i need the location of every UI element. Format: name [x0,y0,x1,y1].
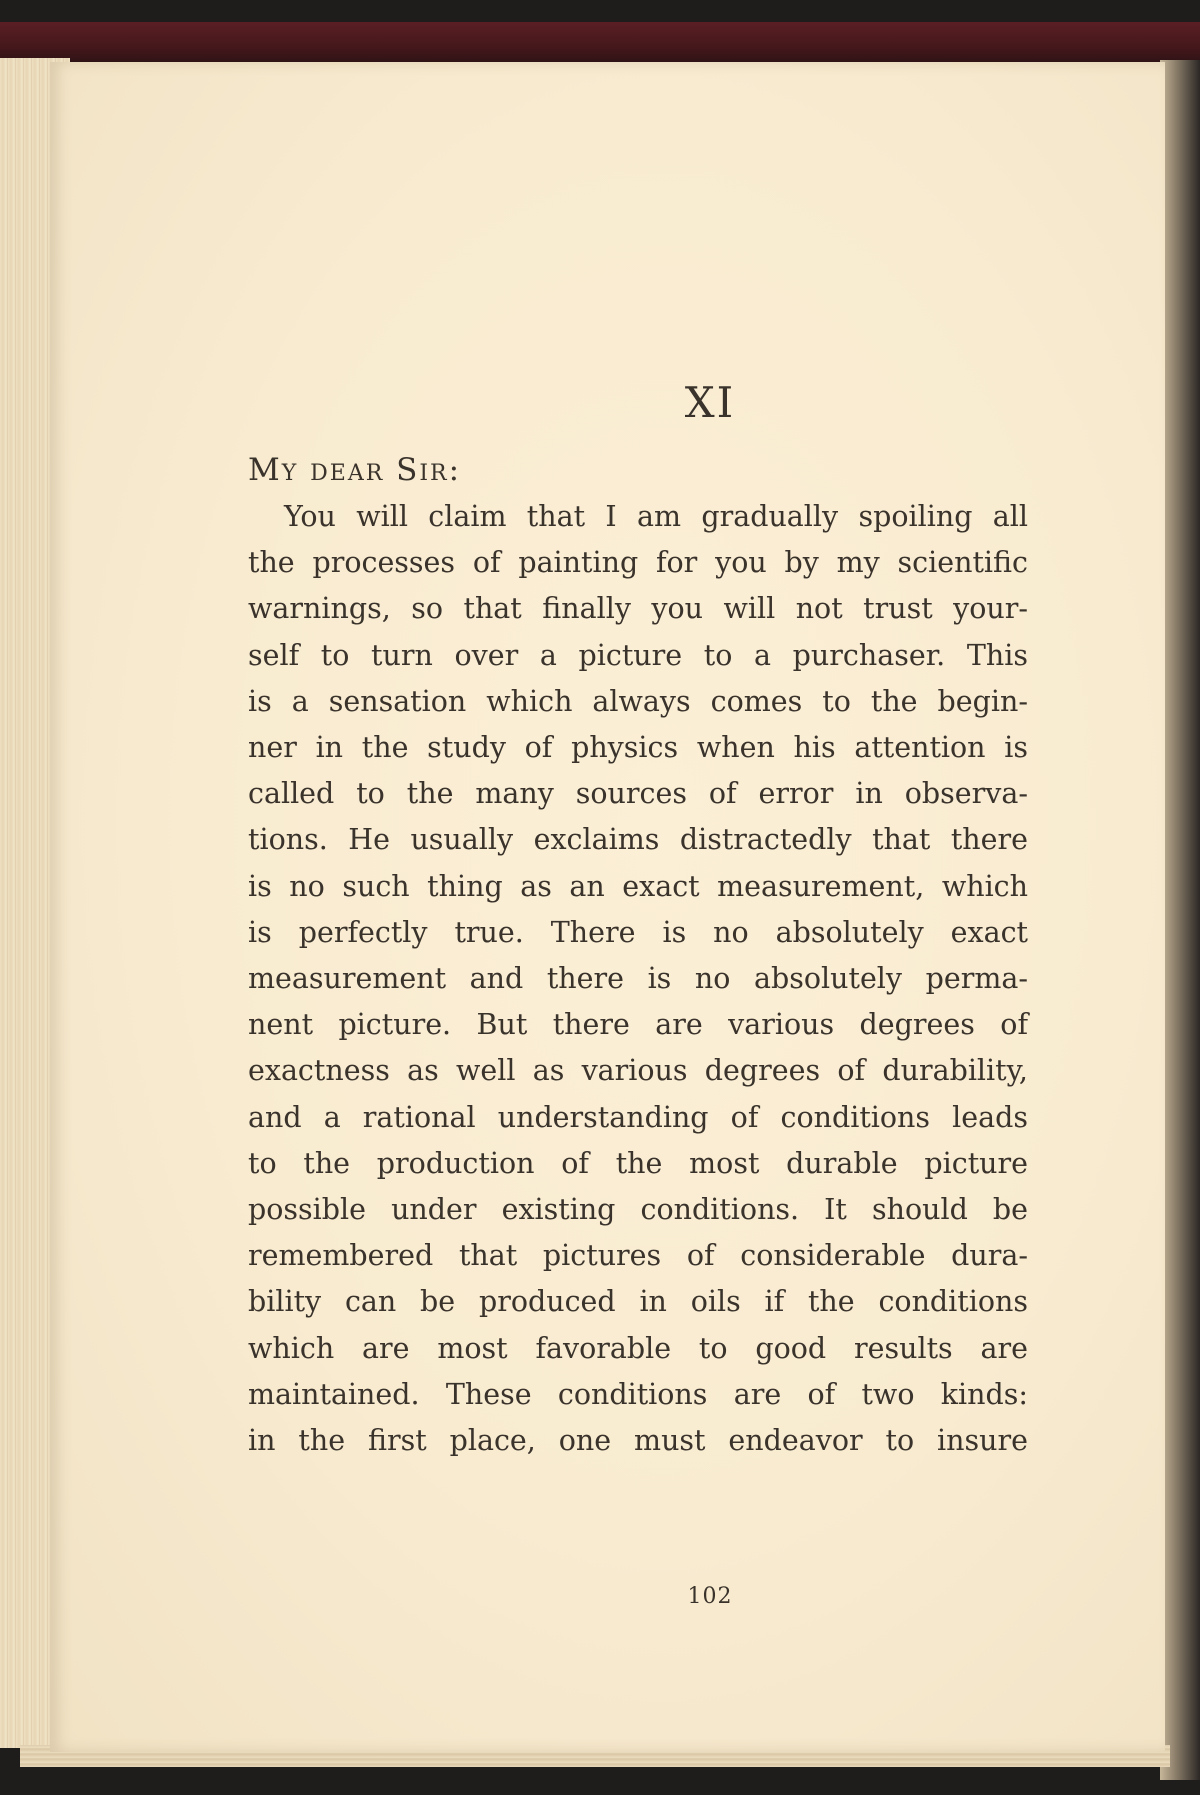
text-line: in the first place, one must endeavor to insure [248,1424,1028,1458]
text-line: nent picture. But there are various degrees of [248,1008,1028,1042]
text-line: measurement and there is no absolutely perma- [248,962,1028,996]
facing-page-edge [1160,60,1200,1780]
text-line: self to turn over a picture to a purchaser. This [248,638,1028,672]
text-line: the processes of painting for you by my scientific [248,546,1028,580]
text-line: exactness as well as various degrees of durability, [248,1054,1028,1088]
text-line: and a rational understanding of conditions leads [248,1100,1028,1134]
chapter-heading: XI [684,378,736,427]
page [50,62,1165,1752]
text-line: is a sensation which always comes to the begin- [248,684,1028,718]
text-line: You will claim that I am gradually spoiling all [284,500,1028,533]
body-paragraph [248,494,1028,1464]
salutation: My dear Sir: [248,452,462,488]
text-line: remembered that pictures of considerable dura- [248,1239,1028,1273]
text-line: ner in the study of physics when his attention is [248,731,1028,765]
book-cover-edge [0,22,1200,66]
text-line: warnings, so that finally you will not trust your- [248,592,1028,626]
text-line: which are most favorable to good results are [248,1331,1028,1365]
text-line: tions. He usually exclaims distractedly that there [248,823,1028,857]
text-line: is perfectly true. There is no absolutely exact [248,915,1028,949]
text-line: called to the many sources of error in observa- [248,777,1028,811]
text-line: bility can be produced in oils if the conditions [248,1285,1028,1319]
text-line: possible under existing conditions. It should be [248,1193,1028,1227]
text-line: to the production of the most durable picture [248,1146,1028,1180]
text-line: is no such thing as an exact measurement, which [248,869,1028,903]
page-number: 102 [687,1584,733,1609]
text-line: maintained. These conditions are of two kinds: [248,1377,1028,1411]
